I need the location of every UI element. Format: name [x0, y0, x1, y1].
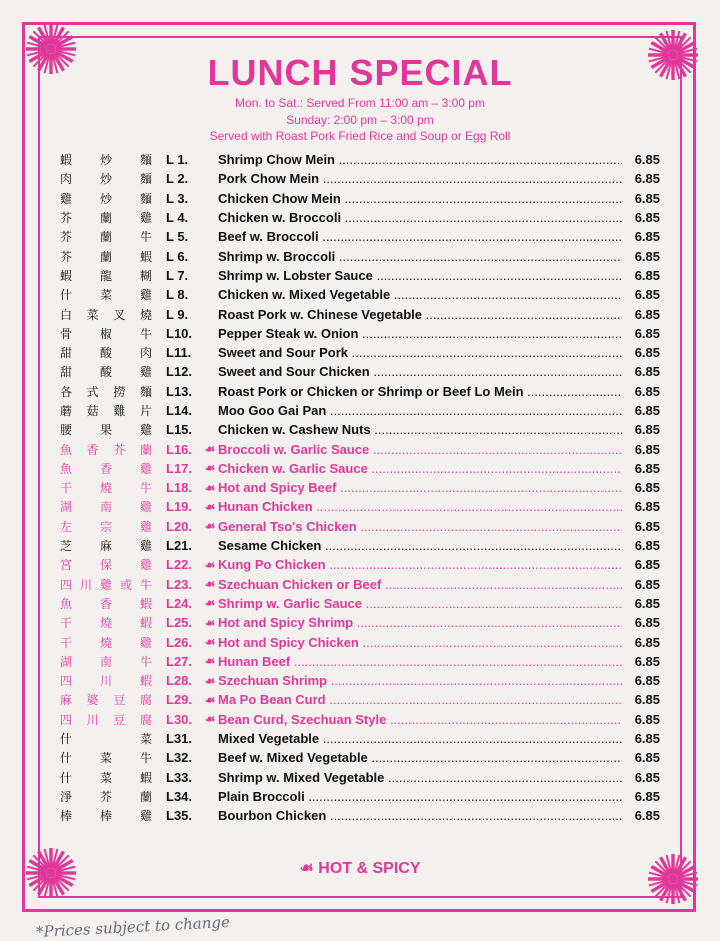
menu-item-row	[54, 227, 660, 246]
hot-spicy-legend	[0, 858, 720, 878]
hours-line: Mon. to Sat.: Served From 11:00 am – 3:00 pm	[235, 96, 485, 110]
item-name: Shrimp w. Garlic Sauce .....	[218, 596, 622, 611]
item-code: L11.	[166, 345, 192, 361]
item-name: Beef w. Broccoli .....	[218, 229, 622, 244]
item-name: Chicken w. Mixed Vegetable .....	[218, 287, 622, 302]
menu-item-row	[54, 632, 660, 651]
item-price: 6.85	[634, 190, 660, 206]
menu-item-row	[54, 208, 660, 227]
item-name: Beef w. Mixed Vegetable .....	[218, 750, 622, 765]
chinese-name: 四 川 蝦	[60, 674, 152, 689]
menu-item-row	[54, 748, 660, 767]
chinese-name: 白 菜 叉 燒	[60, 307, 152, 322]
menu-item-row	[54, 478, 660, 497]
chinese-name: 魚 香 雞	[60, 461, 152, 476]
legend-label: HOT & SPICY	[318, 860, 421, 877]
chinese-name: 湖 南 牛	[60, 654, 152, 669]
item-name: Bourbon Chicken .....	[218, 808, 622, 823]
item-name: Ma Po Bean Curd .....	[218, 692, 622, 707]
item-code: L 6.	[166, 248, 189, 264]
item-code: L28.	[166, 673, 193, 689]
item-price: 6.85	[634, 711, 660, 727]
item-code: L 9.	[166, 306, 189, 322]
item-code: L 7.	[166, 267, 189, 283]
item-code: L 3.	[166, 190, 189, 206]
item-code: L15.	[166, 422, 193, 438]
menu-item-row	[54, 768, 660, 787]
menu-item-row	[54, 575, 660, 594]
item-price: 6.85	[634, 383, 660, 399]
item-price: 6.85	[634, 808, 660, 824]
menu-item-row	[54, 787, 660, 806]
chinese-name: 蝦 龍 糊	[60, 268, 152, 283]
item-code: L 4.	[166, 210, 189, 226]
hot-pepper-icon: ☙	[204, 499, 216, 514]
item-code: L18.	[166, 480, 193, 496]
item-name: Sesame Chicken .....	[218, 538, 622, 553]
chinese-name: 肉 炒 麵	[60, 172, 152, 187]
menu-item-row	[54, 555, 660, 574]
item-name: Hunan Chicken .....	[218, 499, 622, 514]
hot-pepper-icon: ☙	[204, 557, 216, 572]
item-code: L25.	[166, 615, 193, 631]
chinese-name: 腰 果 雞	[60, 423, 152, 438]
chinese-name: 四 川 雞 或 牛	[60, 577, 152, 592]
item-code: L 8.	[166, 287, 189, 303]
chinese-name: 什 菜 牛	[60, 751, 152, 766]
item-price: 6.85	[634, 248, 660, 264]
item-price: 6.85	[634, 576, 660, 592]
item-name: Broccoli w. Garlic Sauce .....	[218, 442, 622, 457]
chinese-name: 什 菜	[60, 732, 152, 747]
menu-item-row	[54, 420, 660, 439]
item-price: 6.85	[634, 615, 660, 631]
menu-item-row	[54, 150, 660, 169]
chinese-name: 宮 保 雞	[60, 558, 152, 573]
hot-pepper-icon: ☙	[204, 577, 216, 592]
item-name: Roast Pork w. Chinese Vegetable .....	[218, 307, 622, 322]
menu-item-row	[54, 439, 660, 458]
item-name: Roast Pork or Chicken or Shrimp or Beef Lo Mein .....	[218, 384, 622, 399]
item-price: 6.85	[634, 653, 660, 669]
hot-pepper-icon: ☙	[204, 596, 216, 611]
chinese-name: 左 宗 雞	[60, 519, 152, 534]
served-with-line: Served with Roast Pork Fried Rice and Soup or Egg Roll	[209, 129, 511, 143]
menu-item-row	[54, 710, 660, 729]
chinese-name: 芥 蘭 牛	[60, 230, 152, 245]
hot-pepper-icon: ☙	[204, 480, 216, 495]
chinese-name: 干 燒 蝦	[60, 616, 152, 631]
item-name: Kung Po Chicken .....	[218, 557, 622, 572]
item-price: 6.85	[634, 518, 660, 534]
item-name: Sweet and Sour Chicken .....	[218, 364, 622, 379]
hot-pepper-icon: ☙	[204, 712, 216, 727]
item-name: General Tso's Chicken .....	[218, 519, 622, 534]
menu-item-row	[54, 169, 660, 188]
item-price: 6.85	[634, 692, 660, 708]
chinese-name: 蝦 炒 麵	[60, 153, 152, 168]
item-price: 6.85	[634, 634, 660, 650]
item-price: 6.85	[634, 788, 660, 804]
menu-item-row	[54, 266, 660, 285]
chinese-name: 淨 芥 蘭	[60, 789, 152, 804]
item-code: L27.	[166, 653, 193, 669]
item-code: L23.	[166, 576, 193, 592]
item-price: 6.85	[634, 364, 660, 380]
item-name: Shrimp Chow Mein .....	[218, 152, 622, 167]
item-price: 6.85	[634, 460, 660, 476]
item-price: 6.85	[634, 731, 660, 747]
item-price: 6.85	[634, 229, 660, 245]
item-code: L10.	[166, 325, 193, 341]
menu-item-row	[54, 324, 660, 343]
hot-pepper-icon: ☙	[204, 673, 216, 688]
hot-pepper-icon: ☙	[204, 519, 216, 534]
item-price: 6.85	[634, 267, 660, 283]
item-price: 6.85	[634, 422, 660, 438]
item-name: Hot and Spicy Chicken .....	[218, 635, 622, 650]
item-code: L16.	[166, 441, 193, 457]
item-name: Shrimp w. Broccoli .....	[218, 249, 622, 264]
item-name: Chicken Chow Mein .....	[218, 191, 622, 206]
chinese-name: 骨 椒 牛	[60, 326, 152, 341]
hot-pepper-icon: ☙	[204, 461, 216, 476]
item-price: 6.85	[634, 403, 660, 418]
chinese-name: 各 式 撈 麵	[60, 384, 152, 399]
chinese-name: 蘑 菇 雞 片	[60, 404, 152, 418]
chinese-name: 麻 婆 豆 腐	[60, 693, 152, 708]
item-name: Hot and Spicy Shrimp .....	[218, 615, 622, 630]
handwritten-note: *Prices subject to change	[35, 912, 231, 941]
item-price: 6.85	[634, 325, 660, 341]
item-code: L24.	[166, 595, 193, 611]
chinese-name: 棒 棒 雞	[60, 809, 152, 824]
item-code: L 2.	[166, 171, 189, 187]
item-code: L26.	[166, 634, 193, 650]
item-code: L20.	[166, 518, 193, 534]
item-price: 6.85	[634, 345, 660, 361]
chinese-name: 魚 香 芥 蘭	[60, 442, 152, 457]
item-name: Hunan Beef .....	[218, 654, 622, 669]
chinese-name: 魚 香 蝦	[60, 596, 152, 611]
item-code: L33.	[166, 769, 193, 785]
menu-item-row	[54, 729, 660, 748]
item-name: Pepper Steak w. Onion .....	[218, 326, 622, 341]
page-title: LUNCH SPECIAL	[207, 52, 513, 93]
item-price: 6.85	[634, 171, 660, 187]
item-code: L 1.	[166, 152, 189, 168]
item-name: Shrimp w. Mixed Vegetable .....	[218, 770, 622, 785]
menu-item-row	[54, 497, 660, 516]
item-price: 6.85	[634, 499, 660, 515]
item-price: 6.85	[634, 595, 660, 611]
hot-pepper-icon: ☙	[204, 442, 216, 457]
menu-item-row	[54, 613, 660, 632]
item-code: L19.	[166, 499, 193, 515]
item-code: L32.	[166, 750, 193, 766]
item-code: L21.	[166, 538, 193, 554]
menu-item-row	[54, 690, 660, 709]
item-price: 6.85	[634, 673, 660, 689]
item-name: Moo Goo Gai Pan .....	[218, 403, 622, 418]
menu-item-row	[54, 652, 660, 671]
chinese-name: 芝 麻 雞	[60, 539, 152, 554]
item-price: 6.85	[634, 306, 660, 322]
item-price: 6.85	[634, 750, 660, 766]
menu-item-row	[54, 382, 660, 401]
item-name: Pork Chow Mein .....	[218, 171, 622, 186]
chinese-name: 四 川 豆 腐	[60, 712, 152, 727]
item-price: 6.85	[634, 557, 660, 573]
menu-item-row	[54, 304, 660, 323]
menu-item-row	[54, 594, 660, 613]
chinese-name: 什 菜 蝦	[60, 770, 152, 785]
item-code: L13.	[166, 383, 193, 399]
item-price: 6.85	[634, 769, 660, 785]
item-code: L12.	[166, 364, 193, 380]
chinese-name: 雞 炒 麵	[60, 191, 152, 206]
item-price: 6.85	[634, 287, 660, 303]
item-name: Sweet and Sour Pork .....	[218, 345, 622, 360]
hot-pepper-icon: ☙	[204, 654, 216, 669]
menu-list	[54, 150, 660, 825]
chinese-name: 芥 蘭 蝦	[60, 249, 152, 264]
item-code: L 5.	[166, 229, 189, 245]
hours-line: Sunday: 2:00 pm – 3:00 pm	[286, 113, 434, 127]
item-price: 6.85	[634, 441, 660, 457]
chinese-name: 干 燒 牛	[60, 481, 152, 496]
chinese-name: 干 燒 雞	[60, 635, 152, 650]
item-code: L22.	[166, 557, 193, 573]
menu-item-row	[54, 517, 660, 536]
menu-item-row	[54, 189, 660, 208]
menu-item-row	[54, 246, 660, 265]
chinese-name: 什 菜 雞	[60, 288, 152, 303]
item-price: 6.85	[634, 152, 660, 168]
item-name: Chicken w. Cashew Nuts .....	[218, 422, 622, 437]
item-code: L14.	[166, 403, 193, 418]
item-price: 6.85	[634, 538, 660, 554]
chinese-name: 甜 酸 雞	[60, 365, 152, 380]
item-code: L29.	[166, 692, 193, 708]
chinese-name: 芥 蘭 雞	[60, 211, 152, 226]
item-name: Plain Broccoli .....	[218, 789, 622, 804]
item-name: Bean Curd, Szechuan Style .....	[218, 712, 622, 727]
item-code: L31.	[166, 731, 193, 747]
item-code: L30.	[166, 711, 193, 727]
item-name: Szechuan Shrimp .....	[218, 673, 622, 688]
menu-item-row	[54, 362, 660, 381]
hot-pepper-icon: ☙	[204, 635, 216, 650]
item-name: Chicken w. Garlic Sauce .....	[218, 461, 622, 476]
item-price: 6.85	[634, 210, 660, 226]
menu-item-row	[54, 806, 660, 825]
item-price: 6.85	[634, 480, 660, 496]
chinese-name: 湖 南 雞	[60, 500, 152, 515]
hot-pepper-icon: ☙	[204, 615, 216, 630]
item-code: L17.	[166, 460, 193, 476]
item-name: Chicken w. Broccoli .....	[218, 210, 622, 225]
menu-item-row	[54, 285, 660, 304]
menu-item-row	[54, 536, 660, 555]
item-code: L34.	[166, 788, 193, 804]
chinese-name: 甜 酸 肉	[60, 346, 152, 361]
menu-item-row	[54, 459, 660, 478]
item-name: Shrimp w. Lobster Sauce .....	[218, 268, 622, 283]
menu-item-row	[54, 343, 660, 362]
item-name: Szechuan Chicken or Beef .....	[218, 577, 622, 592]
item-name: Hot and Spicy Beef .....	[218, 480, 622, 495]
item-code: L35.	[166, 808, 193, 824]
hot-pepper-icon: ☙	[299, 860, 314, 877]
item-name: Mixed Vegetable .....	[218, 731, 622, 746]
menu-item-row	[54, 401, 660, 420]
menu-item-row	[54, 671, 660, 690]
hot-pepper-icon: ☙	[204, 692, 216, 707]
